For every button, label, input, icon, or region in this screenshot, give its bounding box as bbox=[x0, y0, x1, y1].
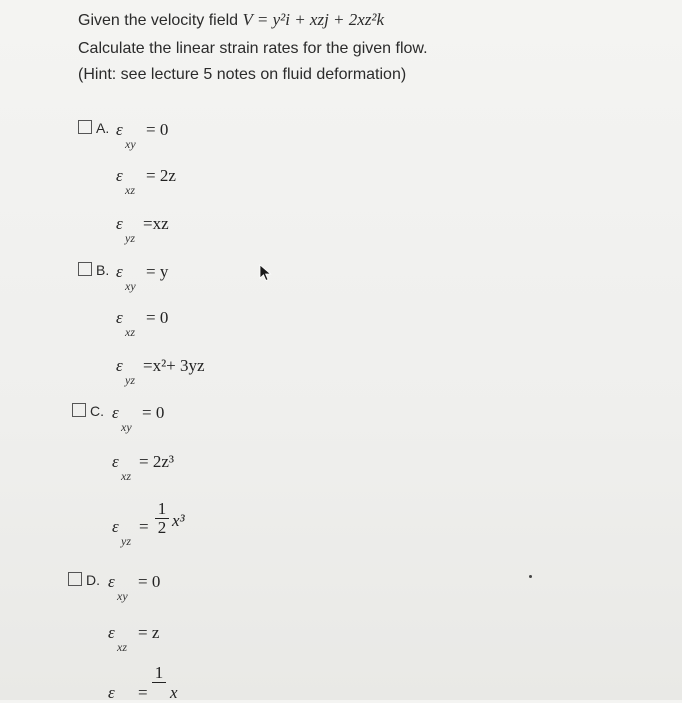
option-c-yz-tail: x³ bbox=[172, 511, 185, 530]
option-b-sub-xy: xy bbox=[125, 279, 136, 293]
option-d-checkbox[interactable] bbox=[68, 572, 82, 586]
option-b-sub-xz: xz bbox=[125, 325, 135, 339]
option-d-val-xz: = z bbox=[138, 623, 160, 642]
option-b[interactable] bbox=[78, 262, 109, 278]
option-c-label: C. bbox=[90, 403, 104, 419]
option-c-val-xy: = 0 bbox=[142, 403, 165, 422]
option-b-eps-xy: ε bbox=[116, 262, 123, 281]
option-b-val-xy: = y bbox=[146, 262, 169, 281]
option-a-label: A. bbox=[96, 120, 110, 136]
velocity-field-expression: V = y²i + xzj + 2xz²k bbox=[242, 10, 385, 29]
option-a-sub-yz: yz bbox=[125, 231, 135, 245]
option-c-sub-xz: xz bbox=[121, 469, 131, 483]
question-line-3: (Hint: see lecture 5 notes on fluid deformation) bbox=[78, 66, 407, 83]
option-d-label: D. bbox=[86, 572, 100, 588]
option-a-eps-yz: ε bbox=[116, 214, 123, 233]
option-c-eps-xy: ε bbox=[112, 403, 119, 422]
option-a[interactable] bbox=[78, 120, 109, 136]
option-b-val-xz: = 0 bbox=[146, 308, 169, 327]
option-a-val-xy: = 0 bbox=[146, 120, 169, 139]
option-d-sub-xy: xy bbox=[117, 589, 128, 603]
option-a-eps-xz: ε bbox=[116, 166, 123, 185]
screen-speck bbox=[529, 575, 532, 578]
option-d-sub-xz: xz bbox=[117, 640, 127, 654]
option-a-sub-xy: xy bbox=[125, 137, 136, 151]
option-c-val-xz: = 2z³ bbox=[139, 452, 174, 471]
option-d[interactable] bbox=[68, 572, 100, 588]
option-b-eps-xz: ε bbox=[116, 308, 123, 327]
option-b-sub-yz: yz bbox=[125, 373, 135, 387]
option-d-eps-xy: ε bbox=[108, 572, 115, 591]
question-line-2: Calculate the linear strain rates for the given flow. bbox=[78, 40, 428, 57]
option-b-val-yz: =x²+ 3yz bbox=[143, 356, 205, 375]
option-c-sub-xy: xy bbox=[121, 420, 132, 434]
option-c-val-yz-eq: = bbox=[139, 517, 149, 536]
option-d-val-xy: = 0 bbox=[138, 572, 161, 591]
option-d-eps-yz: ε bbox=[108, 683, 115, 702]
option-a-val-xz: = 2z bbox=[146, 166, 176, 185]
question-line-1 bbox=[78, 10, 384, 30]
option-d-yz-tail: x bbox=[170, 683, 178, 702]
option-d-eps-xz: ε bbox=[108, 623, 115, 642]
option-d-val-yz-eq: = bbox=[138, 683, 148, 702]
option-c-checkbox[interactable] bbox=[72, 403, 86, 417]
option-a-eps-xy: ε bbox=[116, 120, 123, 139]
option-a-sub-xz: xz bbox=[125, 183, 135, 197]
option-c[interactable] bbox=[72, 403, 104, 419]
option-b-eps-yz: ε bbox=[116, 356, 123, 375]
option-a-checkbox[interactable] bbox=[78, 120, 92, 134]
option-b-checkbox[interactable] bbox=[78, 262, 92, 276]
question-prefix: Given the velocity field bbox=[78, 12, 239, 29]
mouse-pointer-icon bbox=[259, 264, 273, 282]
option-c-eps-xz: ε bbox=[112, 452, 119, 471]
option-c-eps-yz: ε bbox=[112, 517, 119, 536]
option-c-sub-yz: yz bbox=[121, 534, 131, 548]
option-d-yz-fraction: 1 bbox=[152, 664, 166, 683]
option-a-val-yz: =xz bbox=[143, 214, 169, 233]
option-b-label: B. bbox=[96, 262, 110, 278]
option-c-yz-fraction: 1 2 bbox=[155, 500, 169, 537]
